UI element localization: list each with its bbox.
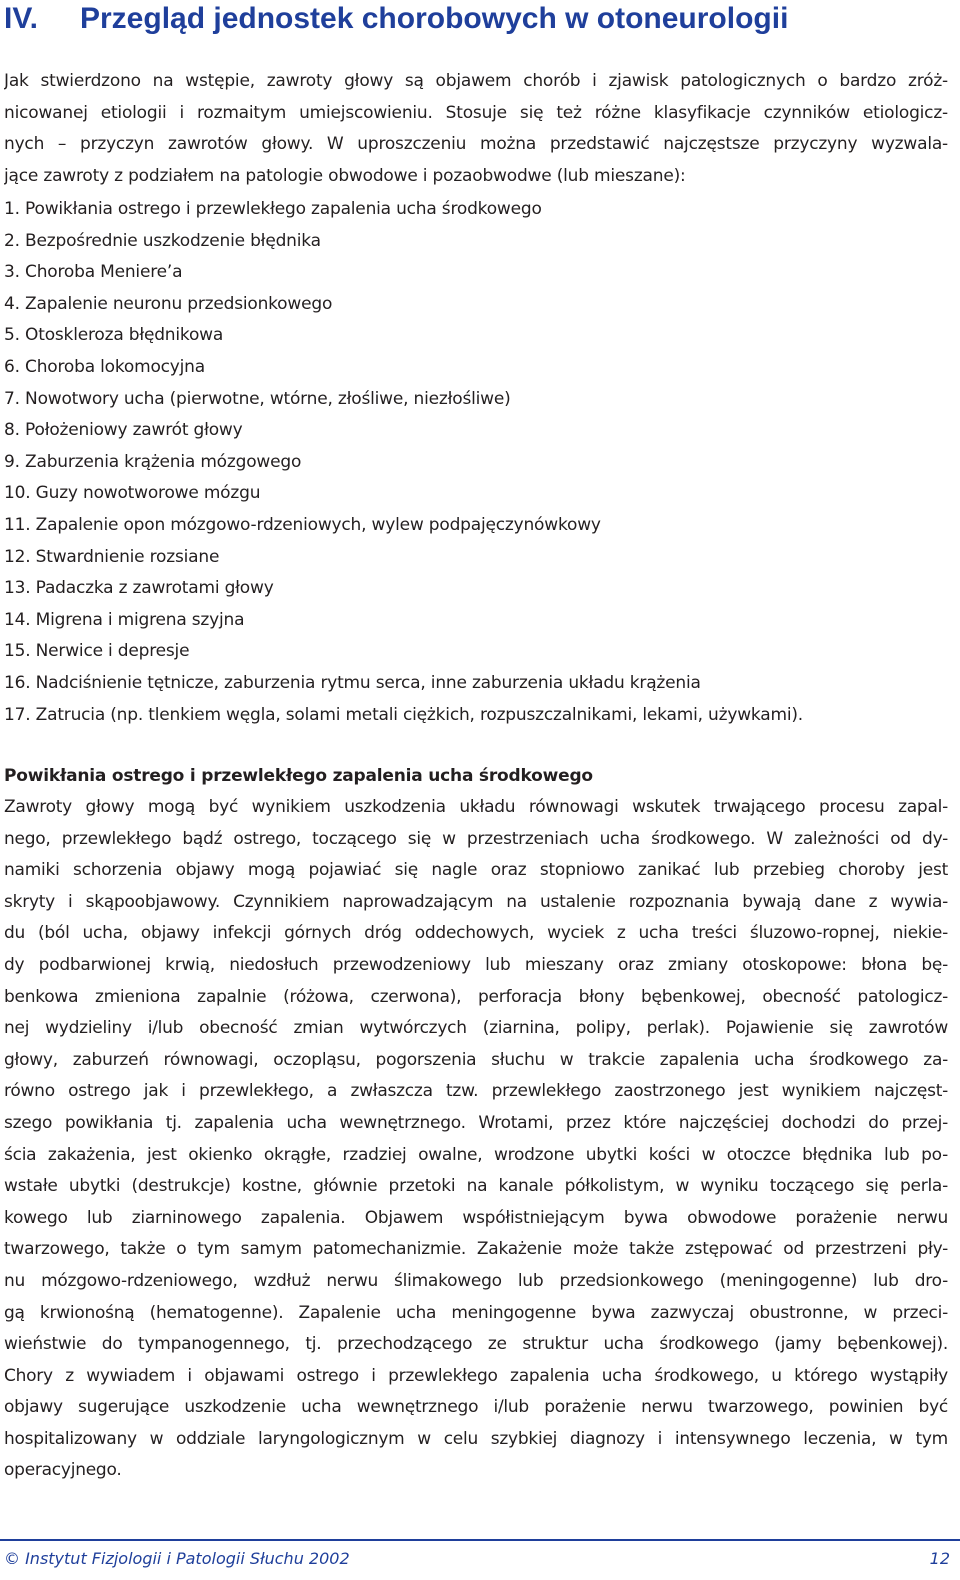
paragraph-line: operacyjnego. (4, 1460, 122, 1481)
paragraph-line: kowego lub ziarninowego zapalenia. Objawem współistniejącym bywa obwodowe porażenie nerwu (4, 1207, 948, 1228)
footer-publisher: © Instytut Fizjologii i Patologii Słuchu 2002 (4, 1549, 350, 1568)
list-item: 5. Otoskleroza błędnikowa (4, 325, 224, 346)
intro-line: nych – przyczyn zawrotów głowy. W uproszczeniu można przedstawić najczęstsze przyczyny wyzwala- (4, 134, 948, 155)
paragraph-line: Chory z wywiadem i objawami ostrego i przewlekłego zapalenia ucha środkowego, u którego wystąpiły (4, 1365, 948, 1386)
intro-line: Jak stwierdzono na wstępie, zawroty głowy są objawem chorób i zjawisk patologicznych o bardzo zróż- (4, 71, 948, 91)
chapter-title (4, 2, 788, 36)
paragraph-line: wieństwie do tympanogennego, tj. przechodzącego ze struktur ucha środkowego (jamy bębenkowej). (4, 1334, 948, 1355)
paragraph-line: objawy sugerujące uszkodzenie ucha wewnętrznego i/lub porażenie nerwu twarzowego, powinien być (4, 1397, 948, 1418)
paragraph-line: ścia zakażenia, jest okienko okrągłe, rzadziej owalne, wrodzone ubytki kości w otoczce błędnika lub po- (4, 1144, 948, 1165)
intro-paragraph (4, 66, 948, 192)
intro-line: nicowanej etiologii i rozmaitym umiejscowieniu. Stosuje się też różne klasyfikacje czynników etiologicz- (4, 102, 948, 123)
list-item: 4. Zapalenie neuronu przedsionkowego (4, 293, 333, 314)
paragraph-line: nej wydzieliny i/lub obecność zmian wytwórczych (ziarnina, polipy, perlak). Pojawienie się zawrotów (4, 1018, 948, 1039)
paragraph-line: wstałe ubytki (destrukcje) kostne, głównie przetoki na kanale półkolistym, w wyniku toczącego się perla- (4, 1176, 948, 1197)
list-item: 15. Nerwice i depresje (4, 641, 190, 662)
paragraph-line: głowy, zaburzeń równowagi, oczopląsu, pogorszenia słuchu w trakcie zapalenia ucha środkowego za- (4, 1049, 948, 1070)
list-item: 8. Położeniowy zawrót głowy (4, 420, 243, 441)
paragraph-line: dy podbarwionej krwią, niedosłuch przewodzeniowy lub mieszany oraz zmiany otoskopowe: błona bę- (4, 954, 948, 975)
list-item: 1. Powikłania ostrego i przewlekłego zapalenia ucha środkowego (4, 199, 542, 219)
list-item: 2. Bezpośrednie uszkodzenie błędnika (4, 230, 321, 251)
paragraph-line: twarzowego, także o tym samym patomechanizmie. Zakażenie może także zstępować od przestrzeni pły- (4, 1239, 948, 1260)
footer-rule (0, 1539, 960, 1541)
paragraph-line: szego powikłania tj. zapalenia ucha wewnętrznego. Wrotami, przez które najczęściej dochodzi do przej- (4, 1112, 948, 1133)
list-item: 11. Zapalenie opon mózgowo-rdzeniowych, wylew podpajęczynówkowy (4, 514, 601, 535)
paragraph-line: hospitalizowany w oddziale laryngologicznym w celu szybkiej diagnozy i intensywnego leczenia, w tym (4, 1428, 948, 1449)
section-heading: Powikłania ostrego i przewlekłego zapalenia ucha środkowego (4, 766, 593, 786)
paragraph-line: skryty i skąpoobjawowy. Czynnikiem naprowadzającym na ustalenie rozpoznania bywają dane z wywia- (4, 891, 948, 912)
list-item: 17. Zatrucia (np. tlenkiem węgla, solami metali ciężkich, rozpuszczalnikami, lekami, używkami). (4, 704, 803, 725)
intro-line: jące zawroty z podziałem na patologie obwodowe i pozaobwodwe (lub mieszane): (4, 165, 686, 186)
list-item: 14. Migrena i migrena szyjna (4, 609, 245, 630)
paragraph-line: nu mózgowo-rdzeniowego, wzdłuż nerwu ślimakowego lub przedsionkowego (meningogenne) lub dro- (4, 1270, 948, 1291)
list-item: 10. Guzy nowotworowe mózgu (4, 483, 261, 504)
list-item: 6. Choroba lokomocyjna (4, 356, 205, 377)
paragraph-line: gą krwionośną (hematogenne). Zapalenie ucha meningogenne bywa zazwyczaj obustronne, w przeci- (4, 1302, 948, 1323)
causes-list (4, 194, 803, 731)
list-item: 9. Zaburzenia krążenia mózgowego (4, 451, 302, 472)
paragraph-line: namiki schorzenia objawy mogą pojawiać się nagle oraz stopniowo zanikać lub przebieg choroby jest (4, 860, 948, 881)
paragraph-line: benkowa zmieniona zapalnie (różowa, czerwona), perforacja błony bębenkowej, obecność patologicz- (4, 986, 948, 1007)
list-item: 13. Padaczka z zawrotami głowy (4, 578, 274, 599)
chapter-title-text: Przegląd jednostek chorobowych w otoneurologii (80, 2, 789, 35)
list-item: 7. Nowotwory ucha (pierwotne, wtórne, złośliwe, niezłośliwe) (4, 388, 511, 409)
paragraph-line: nego, przewlekłego bądź ostrego, toczącego się w przestrzeniach ucha środkowego. W zależności od dy- (4, 828, 948, 849)
list-item: 12. Stwardnienie rozsiane (4, 546, 220, 567)
paragraph-line: Zawroty głowy mogą być wynikiem uszkodzenia układu równowagi wskutek trwającego procesu zapal- (4, 797, 948, 817)
page-number: 12 (929, 1549, 950, 1568)
paragraph-line: równo ostrego jak i przewlekłego, a zwłaszcza tzw. przewlekłego zaostrzonego jest wynikiem najczęst- (4, 1081, 948, 1102)
paragraph-line: du (ból ucha, objawy infekcji górnych dróg oddechowych, wyciek z ucha treści śluzowo-ropnej, niekie- (4, 923, 948, 944)
chapter-number: IV. (4, 2, 38, 35)
section-paragraph (4, 792, 948, 1487)
list-item: 16. Nadciśnienie tętnicze, zaburzenia rytmu serca, inne zaburzenia układu krążenia (4, 672, 701, 693)
list-item: 3. Choroba Meniere’a (4, 262, 183, 283)
